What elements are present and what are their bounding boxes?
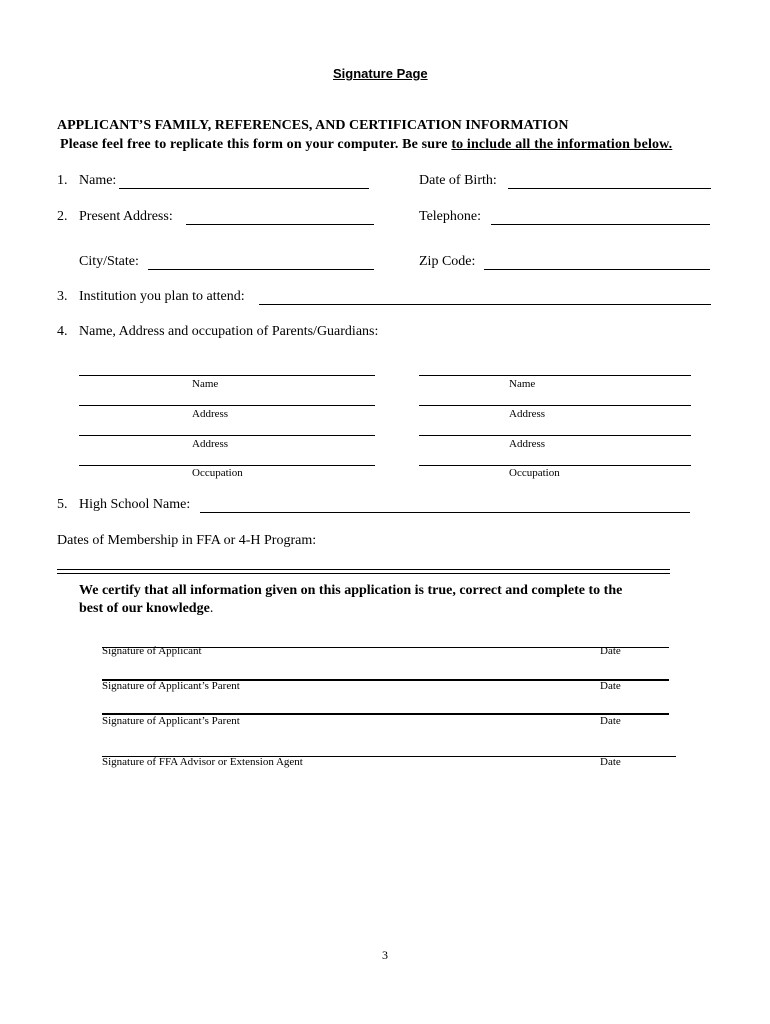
parent2-occupation-caption: Occupation bbox=[509, 467, 560, 479]
parent2-address1-field[interactable] bbox=[419, 405, 691, 406]
highschool-field[interactable] bbox=[200, 512, 690, 513]
address-field[interactable] bbox=[186, 224, 374, 225]
parents-label: Name, Address and occupation of Parents/Guardians: bbox=[79, 324, 379, 339]
dob-label: Date of Birth: bbox=[419, 173, 497, 188]
parent2-address2-caption: Address bbox=[509, 438, 546, 450]
institution-label: Institution you plan to attend: bbox=[79, 289, 245, 304]
section-heading: APPLICANT’S FAMILY, REFERENCES, AND CERTIFICATION INFORMATION bbox=[57, 118, 569, 133]
parent1-occupation-caption: Occupation bbox=[192, 467, 243, 479]
question-number-1: 1. bbox=[57, 173, 68, 188]
institution-field[interactable] bbox=[259, 304, 711, 305]
telephone-label: Telephone: bbox=[419, 209, 481, 224]
advisor-date-caption: Date bbox=[600, 756, 621, 768]
question-number-3: 3. bbox=[57, 289, 68, 304]
applicant-signature-caption: Signature of Applicant bbox=[102, 645, 202, 657]
parent2-address1-caption: Address bbox=[509, 408, 546, 420]
advisor-signature-caption: Signature of FFA Advisor or Extension Agent bbox=[102, 756, 303, 768]
parent1-signature-caption: Signature of Applicant’s Parent bbox=[102, 680, 240, 692]
certification-line-1: We certify that all information given on this application is true, correct and complete to the bbox=[79, 583, 623, 598]
name-label: Name: bbox=[79, 173, 117, 188]
parent2-signature-caption: Signature of Applicant’s Parent bbox=[102, 715, 240, 727]
double-rule-divider bbox=[57, 569, 670, 574]
parent1-date-caption: Date bbox=[600, 680, 621, 692]
page-title: Signature Page bbox=[333, 66, 428, 81]
address-label: Present Address: bbox=[79, 209, 173, 224]
parent2-occupation-field[interactable] bbox=[419, 465, 691, 466]
name-field[interactable] bbox=[119, 188, 369, 189]
parent2-address2-field[interactable] bbox=[419, 435, 691, 436]
zip-label: Zip Code: bbox=[419, 254, 476, 269]
parent1-name-field[interactable] bbox=[79, 375, 375, 376]
parent1-name-caption: Name bbox=[192, 378, 219, 390]
question-number-4: 4. bbox=[57, 324, 68, 339]
parent1-address1-caption: Address bbox=[192, 408, 229, 420]
city-state-label: City/State: bbox=[79, 254, 139, 269]
parent1-occupation-field[interactable] bbox=[79, 465, 375, 466]
parent1-address1-field[interactable] bbox=[79, 405, 375, 406]
instruction-text: Please feel free to replicate this form on your computer. Be sure to include all the information below. bbox=[60, 137, 673, 152]
parent2-date-caption: Date bbox=[600, 715, 621, 727]
highschool-label: High School Name: bbox=[79, 497, 191, 512]
question-number-2: 2. bbox=[57, 209, 68, 224]
question-number-5: 5. bbox=[57, 497, 68, 512]
parent2-name-caption: Name bbox=[509, 378, 536, 390]
parent2-name-field[interactable] bbox=[419, 375, 691, 376]
dob-field[interactable] bbox=[508, 188, 711, 189]
parent1-address2-field[interactable] bbox=[79, 435, 375, 436]
page-number: 3 bbox=[382, 948, 388, 962]
membership-label: Dates of Membership in FFA or 4-H Program: bbox=[57, 533, 317, 548]
city-state-field[interactable] bbox=[148, 269, 374, 270]
certification-line-2: best of our knowledge. bbox=[79, 601, 214, 616]
telephone-field[interactable] bbox=[491, 224, 710, 225]
applicant-date-caption: Date bbox=[600, 645, 621, 657]
zip-field[interactable] bbox=[484, 269, 710, 270]
parent1-address2-caption: Address bbox=[192, 438, 229, 450]
